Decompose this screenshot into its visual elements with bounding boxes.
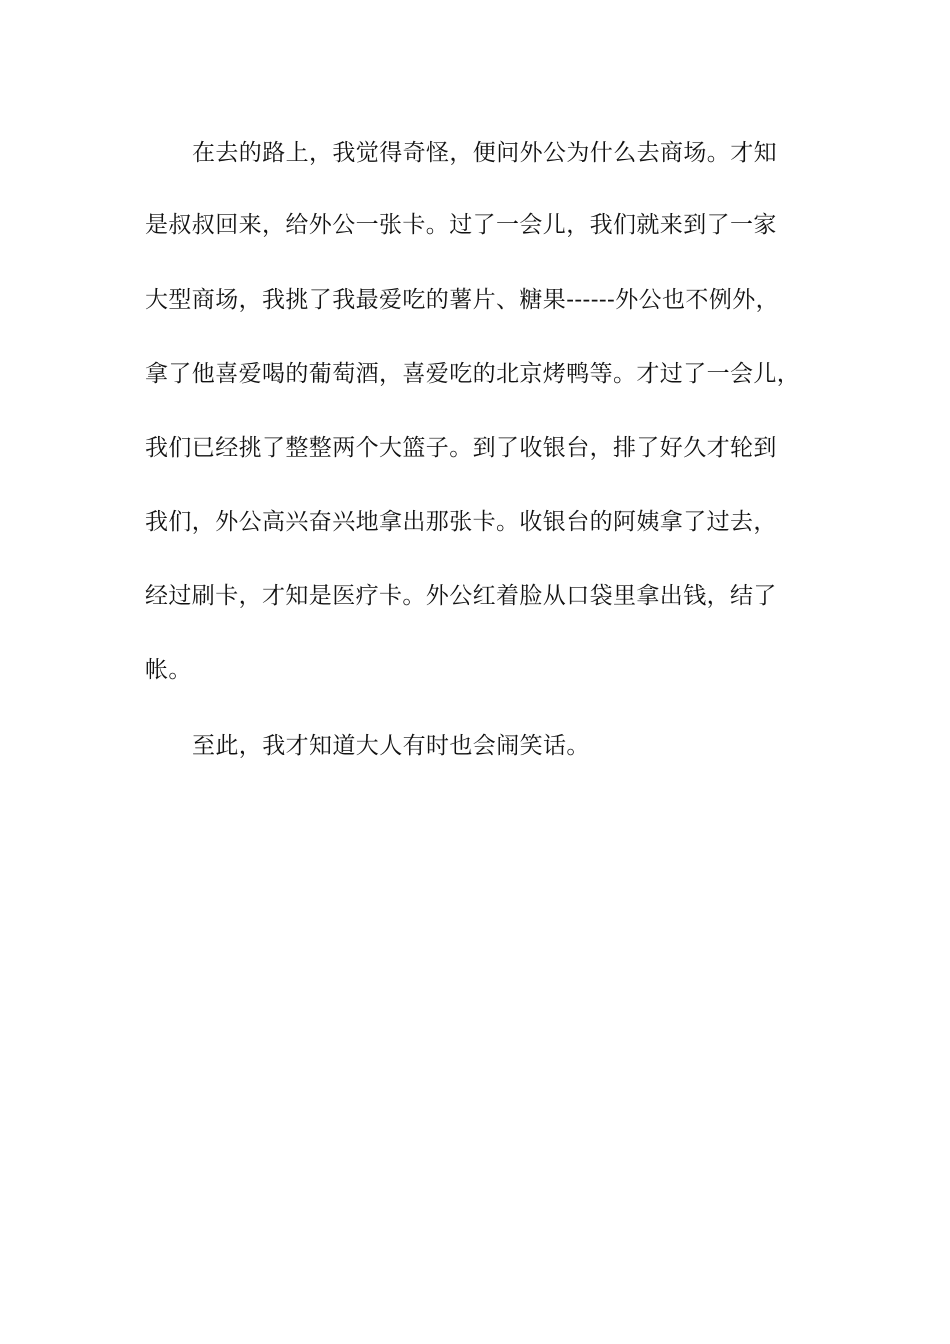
paragraph-line: 在去的路上，我觉得奇怪，便问外公为什么去商场。才知 [192,140,777,166]
paragraph-line: 拿了他喜爱喝的葡萄酒，喜爱吃的北京烤鸭等。才过了一会儿， [145,361,801,387]
paragraph-line: 大型商场，我挑了我最爱吃的薯片、糖果------外公也不例外， [145,287,780,313]
paragraph-line: 我们已经挑了整整两个大篮子。到了收银台，排了好久才轮到 [145,435,777,461]
paragraph-line: 我们，外公高兴奋兴地拿出那张卡。收银台的阿姨拿了过去， [145,509,777,535]
paragraph-line: 至此，我才知道大人有时也会闹笑话。 [192,733,590,759]
paragraph-line: 帐。 [145,657,192,683]
paragraph-line: 是叔叔回来，给外公一张卡。过了一会儿，我们就来到了一家 [145,212,777,238]
paragraph-line: 经过刷卡，才知是医疗卡。外公红着脸从口袋里拿出钱，结了 [145,583,777,609]
